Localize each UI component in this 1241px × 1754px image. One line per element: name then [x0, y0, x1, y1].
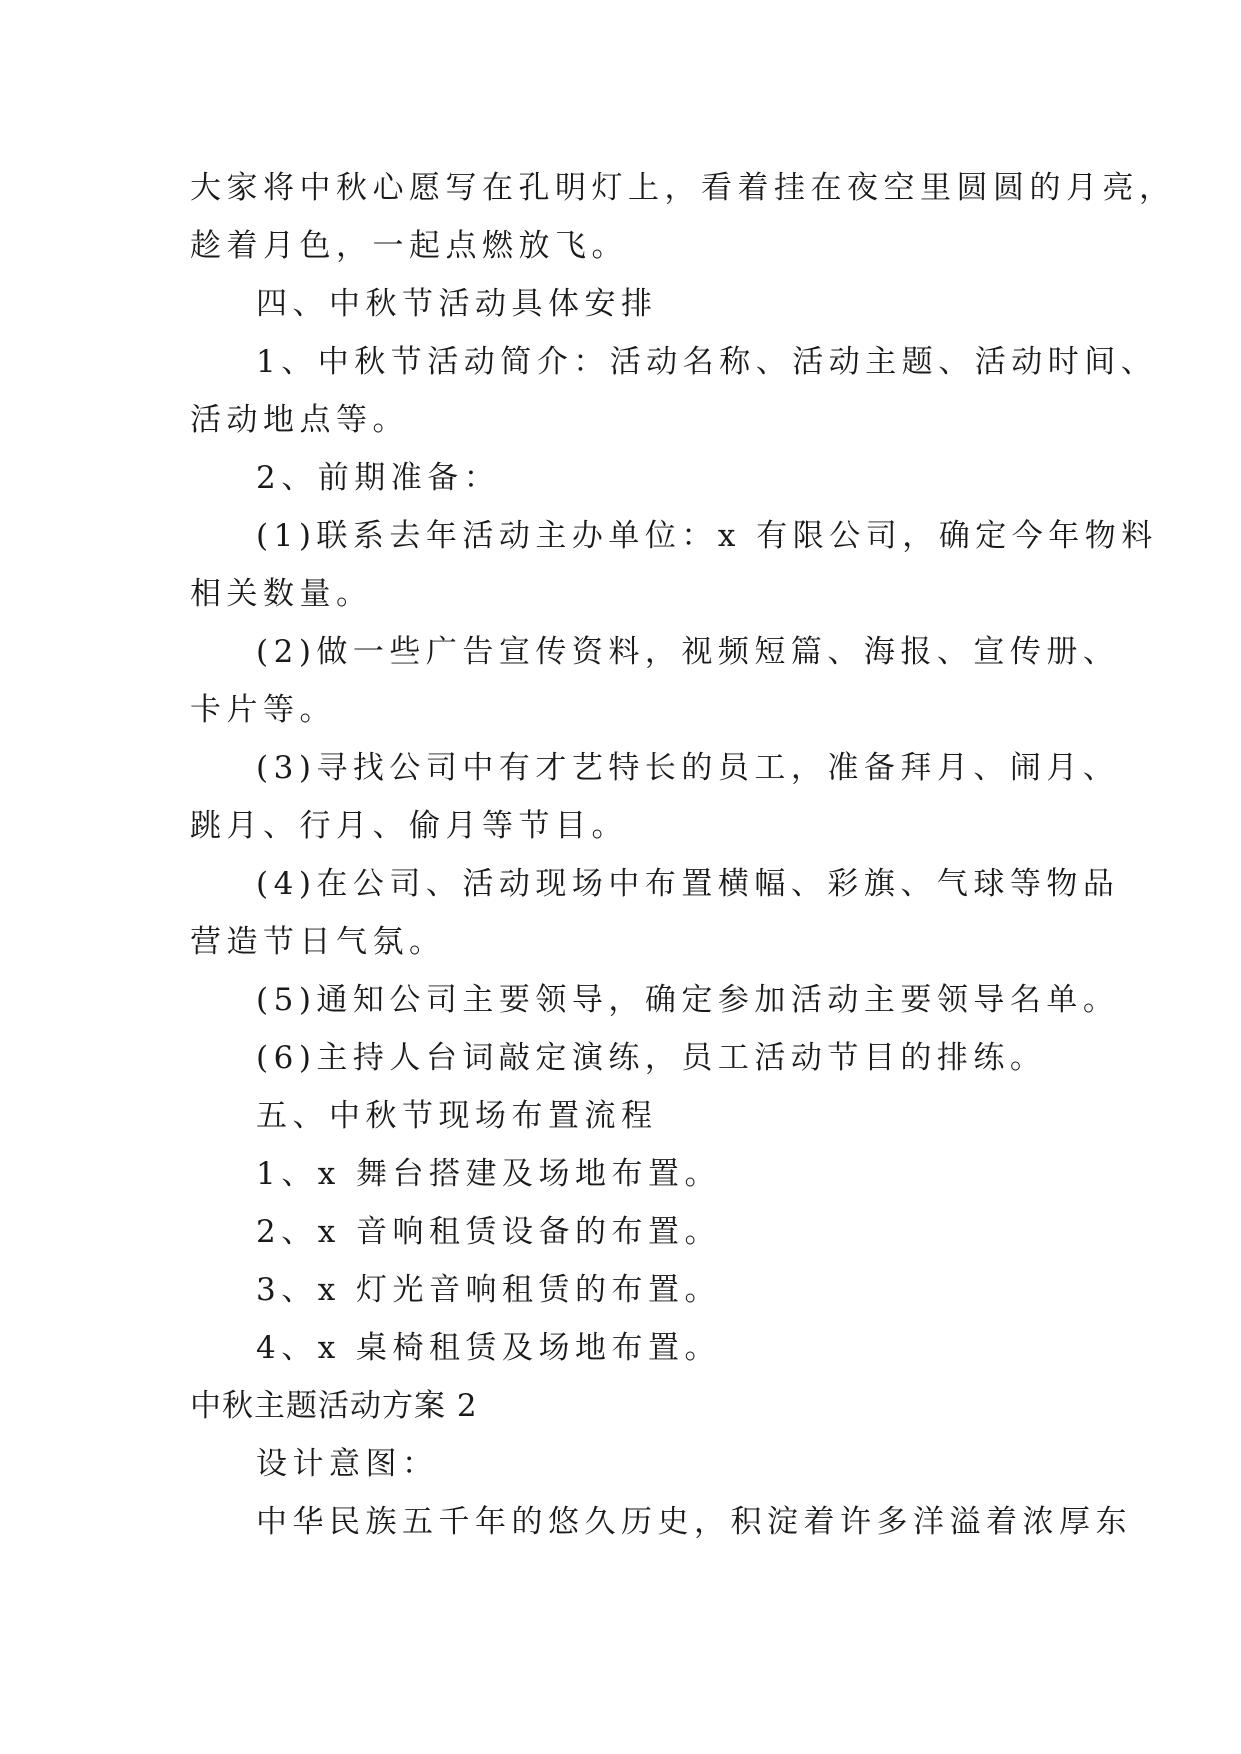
body-text-line: (6)主持人台词敲定演练，员工活动节目的排练。: [256, 1040, 1047, 1076]
body-text-line: 4、x 桌椅租赁及场地布置。: [256, 1330, 722, 1366]
body-text-line: 卡片等。: [190, 692, 336, 728]
body-text-line: 2、x 音响租赁设备的布置。: [256, 1214, 722, 1250]
body-text-line: (3)寻找公司中有才艺特长的员工，准备拜月、闹月、: [256, 750, 1120, 786]
body-text-line: 趁着月色，一起点燃放飞。: [190, 228, 628, 264]
body-text-line: 营造节日气氛。: [190, 924, 446, 960]
body-text-line: 大家将中秋心愿写在孔明灯上，看着挂在夜空里圆圆的月亮，: [190, 170, 1176, 206]
section-heading: 五、中秋节现场布置流程: [256, 1098, 658, 1134]
body-text-line: 2、前期准备：: [256, 460, 501, 496]
body-text-line: 中华民族五千年的悠久历史，积淀着许多洋溢着浓厚东: [256, 1504, 1132, 1540]
body-text-line: (1)联系去年活动主办单位：x 有限公司，确定今年物料: [256, 518, 1158, 554]
body-text-line: 相关数量。: [190, 576, 373, 612]
body-text-line: (4)在公司、活动现场中布置横幅、彩旗、气球等物品: [256, 866, 1120, 902]
body-text-line: (5)通知公司主要领导，确定参加活动主要领导名单。: [256, 982, 1120, 1018]
document-title: 中秋主题活动方案 2: [190, 1388, 478, 1424]
body-text-line: (2)做一些广告宣传资料，视频短篇、海报、宣传册、: [256, 634, 1120, 670]
section-heading: 四、中秋节活动具体安排: [256, 286, 658, 322]
body-text-line: 1、x 舞台搭建及场地布置。: [256, 1156, 722, 1192]
body-text-line: 1、中秋节活动简介：活动名称、活动主题、活动时间、: [256, 344, 1158, 380]
body-text-line: 活动地点等。: [190, 402, 409, 438]
body-text-line: 3、x 灯光音响租赁的布置。: [256, 1272, 722, 1308]
body-text-line: 设计意图：: [256, 1446, 439, 1482]
body-text-line: 跳月、行月、偷月等节目。: [190, 808, 628, 844]
